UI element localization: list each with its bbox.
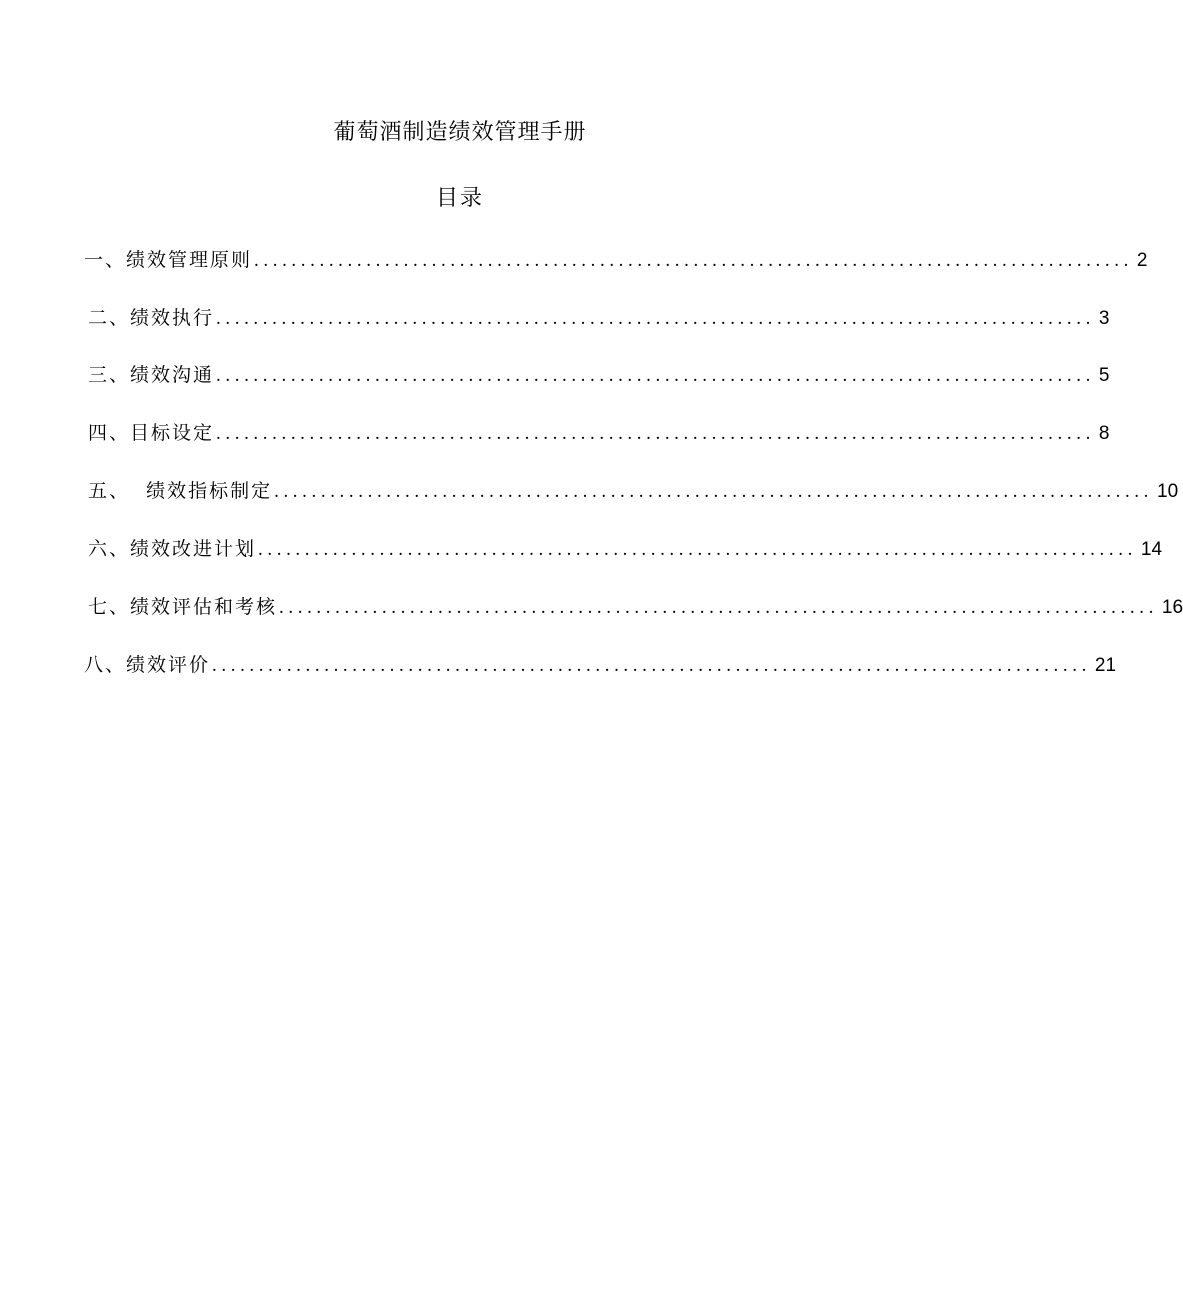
toc-page-number: 2 — [1136, 250, 1148, 271]
toc-entry[interactable] — [84, 246, 1148, 274]
toc-page-number: 14 — [1140, 539, 1163, 560]
toc-entry-title: 三、绩效沟通 — [88, 364, 215, 386]
toc-entry-title: 八、绩效评价 — [84, 654, 211, 676]
toc-entry-title: 五、 绩效指标制定 — [88, 480, 273, 502]
toc-dot-leader: .............................................................................................. — [279, 597, 1158, 618]
toc-dot-leader: .............................................................................................. — [274, 481, 1153, 502]
toc-entry-title: 二、绩效执行 — [88, 307, 215, 329]
toc-dot-leader: .............................................................................................. — [254, 250, 1133, 271]
toc-entry[interactable] — [88, 304, 1110, 332]
toc-entry[interactable] — [88, 361, 1110, 389]
toc-entry[interactable] — [88, 535, 1163, 563]
toc-entry-title: 六、绩效改进计划 — [88, 538, 257, 560]
toc-entry-title: 一、绩效管理原则 — [84, 249, 253, 271]
toc-page-number: 3 — [1098, 308, 1110, 329]
toc-dot-leader: .............................................................................................. — [216, 365, 1095, 386]
toc-page-number: 8 — [1098, 423, 1110, 444]
toc-entry[interactable] — [88, 477, 1179, 505]
toc-page-number: 21 — [1094, 655, 1117, 676]
toc-entry[interactable] — [88, 419, 1110, 447]
toc-dot-leader: .............................................................................................. — [216, 423, 1095, 444]
toc-entry-title: 七、绩效评估和考核 — [88, 596, 278, 618]
toc-dot-leader: .............................................................................................. — [258, 539, 1137, 560]
toc-heading: 目录 — [435, 186, 484, 211]
toc-dot-leader: .............................................................................................. — [212, 655, 1091, 676]
toc-page-number: 5 — [1098, 365, 1110, 386]
document-title: 葡萄酒制造绩效管理手册 — [333, 120, 587, 145]
toc-page-number: 16 — [1161, 597, 1183, 618]
toc-entry[interactable] — [84, 651, 1117, 679]
toc-entry[interactable] — [88, 593, 1183, 621]
toc-entry-title: 四、目标设定 — [88, 422, 215, 444]
toc-dot-leader: .............................................................................................. — [216, 308, 1095, 329]
toc-page-number: 10 — [1157, 481, 1179, 502]
